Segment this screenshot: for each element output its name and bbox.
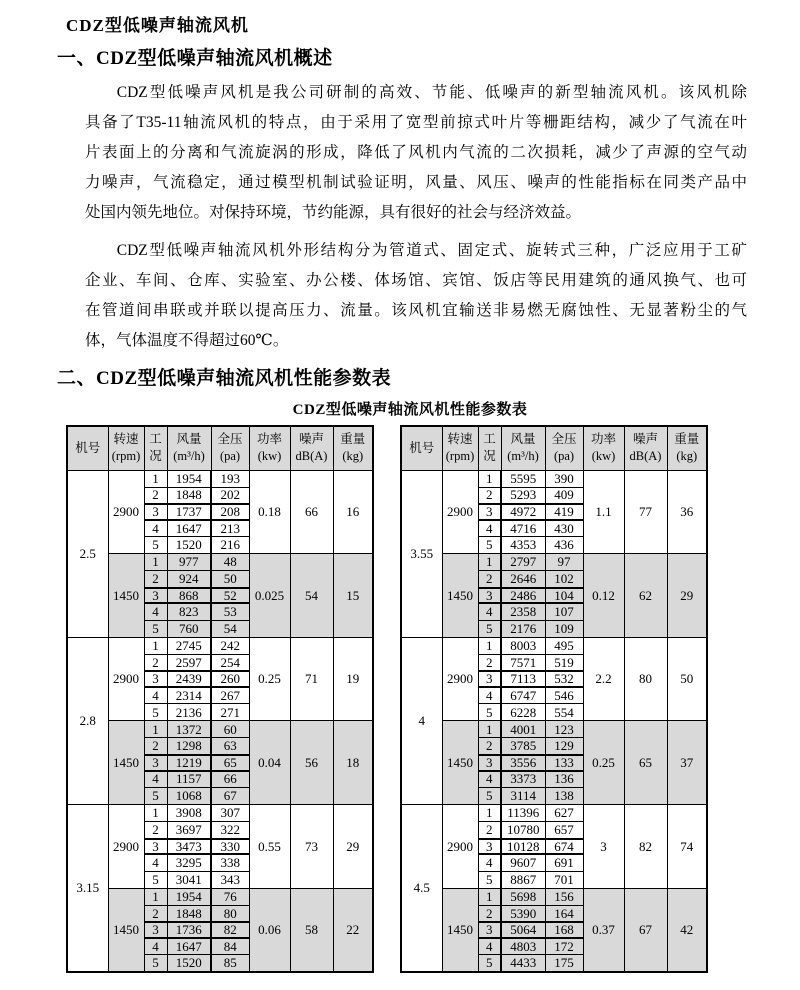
condition-cell: 5 (144, 788, 167, 805)
pressure-cell: 107 (545, 603, 583, 620)
pressure-cell: 138 (545, 788, 583, 805)
flow-cell: 4353 (501, 537, 545, 554)
condition-cell: 1 (478, 888, 501, 905)
rpm-cell: 1450 (442, 721, 478, 805)
condition-cell: 3 (478, 839, 501, 855)
flow-cell: 868 (167, 588, 211, 604)
flow-cell: 5293 (501, 487, 545, 504)
power-cell: 0.04 (249, 721, 290, 805)
condition-cell: 2 (478, 905, 501, 922)
pressure-cell: 627 (545, 805, 583, 822)
flow-cell: 2136 (167, 704, 211, 721)
flow-cell: 3908 (167, 805, 211, 822)
flow-cell: 2439 (167, 671, 211, 687)
flow-cell: 1647 (167, 520, 211, 537)
flow-cell: 1647 (167, 938, 211, 955)
condition-cell: 5 (478, 620, 501, 637)
noise-cell: 66 (290, 470, 333, 554)
pressure-cell: 390 (545, 470, 583, 487)
column-header-6: 噪声 dB(A) (624, 426, 667, 470)
condition-cell: 5 (478, 704, 501, 721)
condition-cell: 1 (478, 805, 501, 822)
pressure-cell: 109 (545, 620, 583, 637)
flow-cell: 924 (167, 571, 211, 588)
flow-cell: 6228 (501, 704, 545, 721)
column-header-1: 转速 (rpm) (442, 426, 478, 470)
column-header-5: 功率 (kw) (249, 426, 290, 470)
noise-cell: 82 (624, 805, 667, 889)
condition-cell: 4 (144, 687, 167, 704)
pressure-cell: 330 (211, 839, 249, 855)
column-header-0: 机号 (67, 426, 108, 470)
paragraph-1-line: 处国内领先地位。对保持环境，节约能源，具有很好的社会与经济效益。 (85, 204, 582, 221)
pressure-cell: 216 (211, 537, 249, 554)
flow-cell: 5064 (501, 922, 545, 938)
rpm-cell: 1450 (442, 554, 478, 638)
rpm-cell: 2900 (108, 470, 144, 554)
pressure-cell: 84 (211, 938, 249, 955)
rpm-cell: 2900 (442, 805, 478, 889)
pressure-cell: 129 (545, 738, 583, 755)
flow-cell: 4433 (501, 955, 545, 972)
power-cell: 0.25 (249, 637, 290, 721)
pressure-cell: 65 (211, 755, 249, 771)
pressure-cell: 66 (211, 771, 249, 788)
noise-cell: 67 (624, 888, 667, 972)
column-header-6: 噪声 dB(A) (290, 426, 333, 470)
flow-cell: 1372 (167, 721, 211, 738)
column-header-5: 功率 (kw) (583, 426, 624, 470)
condition-cell: 3 (144, 755, 167, 771)
flow-cell: 1157 (167, 771, 211, 788)
condition-cell: 1 (478, 470, 501, 487)
weight-cell: 15 (333, 554, 373, 638)
pressure-cell: 322 (211, 822, 249, 839)
pressure-cell: 52 (211, 588, 249, 604)
pressure-cell: 82 (211, 922, 249, 938)
pressure-cell: 97 (545, 554, 583, 571)
condition-cell: 2 (478, 822, 501, 839)
flow-cell: 5390 (501, 905, 545, 922)
flow-cell: 10128 (501, 839, 545, 855)
pressure-cell: 54 (211, 620, 249, 637)
pressure-cell: 172 (545, 938, 583, 955)
condition-cell: 4 (144, 938, 167, 955)
model-cell: 4 (401, 637, 442, 804)
performance-table-right (400, 425, 708, 973)
weight-cell: 29 (667, 554, 707, 638)
pressure-cell: 50 (211, 571, 249, 588)
condition-cell: 1 (144, 888, 167, 905)
flow-cell: 1736 (167, 922, 211, 938)
paragraph-1 (85, 78, 747, 228)
paragraph-1-line: 具备了T35-11轴流风机的特点，由于采用了宽型前掠式叶片等栅距结构，减少了气流在叶 (85, 114, 747, 131)
flow-cell: 10780 (501, 822, 545, 839)
condition-cell: 5 (478, 537, 501, 554)
flow-cell: 1954 (167, 470, 211, 487)
flow-cell: 2646 (501, 571, 545, 588)
condition-cell: 1 (144, 637, 167, 654)
condition-cell: 1 (144, 805, 167, 822)
condition-cell: 2 (144, 487, 167, 504)
model-cell: 2.8 (67, 637, 108, 804)
flow-cell: 1737 (167, 504, 211, 520)
flow-cell: 1298 (167, 738, 211, 755)
flow-cell: 760 (167, 620, 211, 637)
noise-cell: 71 (290, 637, 333, 721)
paragraph-2-line: 在管道间串联或并联以提高压力、流量。该风机宜输送非易燃无腐蚀性、无显著粉尘的气 (85, 302, 747, 319)
noise-cell: 56 (290, 721, 333, 805)
flow-cell: 2597 (167, 654, 211, 671)
pressure-cell: 156 (545, 888, 583, 905)
paragraph-2-line: 企业、车间、仓库、实验室、办公楼、体场馆、宾馆、饭店等民用建筑的通风换气、也可 (85, 272, 747, 289)
column-header-2: 工 况 (478, 426, 501, 470)
power-cell: 0.37 (583, 888, 624, 972)
flow-cell: 2176 (501, 620, 545, 637)
pressure-cell: 409 (545, 487, 583, 504)
column-header-4: 全压 (pa) (545, 426, 583, 470)
flow-cell: 977 (167, 554, 211, 571)
noise-cell: 77 (624, 470, 667, 554)
flow-cell: 4972 (501, 504, 545, 520)
condition-cell: 4 (478, 687, 501, 704)
flow-cell: 2314 (167, 687, 211, 704)
pressure-cell: 495 (545, 637, 583, 654)
model-cell: 2.5 (67, 470, 108, 637)
pressure-cell: 80 (211, 905, 249, 922)
flow-cell: 1954 (167, 888, 211, 905)
table-caption: CDZ型低噪声轴流风机性能参数表 (292, 402, 528, 418)
condition-cell: 2 (144, 738, 167, 755)
flow-cell: 1068 (167, 788, 211, 805)
pressure-cell: 133 (545, 755, 583, 771)
pressure-cell: 102 (545, 571, 583, 588)
column-header-0: 机号 (401, 426, 442, 470)
condition-cell: 5 (478, 955, 501, 972)
column-header-4: 全压 (pa) (211, 426, 249, 470)
performance-tables (66, 425, 800, 973)
flow-cell: 3785 (501, 738, 545, 755)
weight-cell: 37 (667, 721, 707, 805)
model-cell: 3.55 (401, 470, 442, 637)
condition-cell: 2 (478, 738, 501, 755)
noise-cell: 80 (624, 637, 667, 721)
pressure-cell: 657 (545, 822, 583, 839)
flow-cell: 3114 (501, 788, 545, 805)
weight-cell: 16 (333, 470, 373, 554)
condition-cell: 4 (478, 771, 501, 788)
pressure-cell: 701 (545, 871, 583, 888)
condition-cell: 3 (144, 504, 167, 520)
power-cell: 0.12 (583, 554, 624, 638)
column-header-3: 风量 (m³/h) (501, 426, 545, 470)
condition-cell: 5 (144, 871, 167, 888)
flow-cell: 7113 (501, 671, 545, 687)
pressure-cell: 519 (545, 654, 583, 671)
noise-cell: 54 (290, 554, 333, 638)
pressure-cell: 168 (545, 922, 583, 938)
condition-cell: 4 (144, 854, 167, 871)
pressure-cell: 202 (211, 487, 249, 504)
condition-cell: 4 (478, 603, 501, 620)
weight-cell: 18 (333, 721, 373, 805)
paragraph-2 (85, 236, 747, 356)
flow-cell: 5698 (501, 888, 545, 905)
condition-cell: 3 (478, 588, 501, 604)
condition-cell: 3 (478, 671, 501, 687)
condition-cell: 3 (478, 755, 501, 771)
flow-cell: 9607 (501, 854, 545, 871)
flow-cell: 3295 (167, 854, 211, 871)
condition-cell: 3 (478, 922, 501, 938)
power-cell: 0.25 (583, 721, 624, 805)
condition-cell: 5 (144, 704, 167, 721)
pressure-cell: 85 (211, 955, 249, 972)
condition-cell: 5 (478, 871, 501, 888)
flow-cell: 3473 (167, 839, 211, 855)
rpm-cell: 1450 (108, 721, 144, 805)
column-header-7: 重量 (kg) (333, 426, 373, 470)
flow-cell: 1848 (167, 487, 211, 504)
power-cell: 3 (583, 805, 624, 889)
condition-cell: 3 (144, 922, 167, 938)
flow-cell: 8867 (501, 871, 545, 888)
weight-cell: 36 (667, 470, 707, 554)
rpm-cell: 1450 (442, 888, 478, 972)
pressure-cell: 436 (545, 537, 583, 554)
weight-cell: 50 (667, 637, 707, 721)
pressure-cell: 136 (545, 771, 583, 788)
paragraph-1-line: 力噪声，气流稳定，通过模型机制试验证明，风量、风压、噪声的性能指标在同类产品中 (85, 174, 747, 191)
pressure-cell: 63 (211, 738, 249, 755)
flow-cell: 2797 (501, 554, 545, 571)
pressure-cell: 208 (211, 504, 249, 520)
flow-cell: 8003 (501, 637, 545, 654)
condition-cell: 5 (144, 620, 167, 637)
weight-cell: 74 (667, 805, 707, 889)
flow-cell: 4001 (501, 721, 545, 738)
pressure-cell: 343 (211, 871, 249, 888)
model-cell: 4.5 (401, 805, 442, 972)
power-cell: 2.2 (583, 637, 624, 721)
pressure-cell: 419 (545, 504, 583, 520)
condition-cell: 4 (478, 854, 501, 871)
noise-cell: 58 (290, 888, 333, 972)
flow-cell: 2358 (501, 603, 545, 620)
pressure-cell: 307 (211, 805, 249, 822)
condition-cell: 3 (144, 839, 167, 855)
column-header-3: 风量 (m³/h) (167, 426, 211, 470)
pressure-cell: 104 (545, 588, 583, 604)
condition-cell: 2 (144, 654, 167, 671)
weight-cell: 22 (333, 888, 373, 972)
noise-cell: 73 (290, 805, 333, 889)
flow-cell: 3041 (167, 871, 211, 888)
flow-cell: 4716 (501, 520, 545, 537)
condition-cell: 4 (144, 603, 167, 620)
pressure-cell: 271 (211, 704, 249, 721)
flow-cell: 4803 (501, 938, 545, 955)
condition-cell: 2 (144, 822, 167, 839)
pressure-cell: 691 (545, 854, 583, 871)
pressure-cell: 123 (545, 721, 583, 738)
condition-cell: 3 (144, 671, 167, 687)
condition-cell: 5 (144, 955, 167, 972)
pressure-cell: 76 (211, 888, 249, 905)
power-cell: 1.1 (583, 470, 624, 554)
power-cell: 0.025 (249, 554, 290, 638)
section2-heading: 二、CDZ型低噪声轴流风机性能参数表 (57, 368, 392, 389)
weight-cell: 42 (667, 888, 707, 972)
flow-cell: 3697 (167, 822, 211, 839)
pressure-cell: 67 (211, 788, 249, 805)
column-header-1: 转速 (rpm) (108, 426, 144, 470)
condition-cell: 2 (144, 905, 167, 922)
flow-cell: 3373 (501, 771, 545, 788)
weight-cell: 19 (333, 637, 373, 721)
flow-cell: 3556 (501, 755, 545, 771)
condition-cell: 1 (144, 470, 167, 487)
pressure-cell: 60 (211, 721, 249, 738)
pressure-cell: 338 (211, 854, 249, 871)
column-header-2: 工 况 (144, 426, 167, 470)
pressure-cell: 267 (211, 687, 249, 704)
condition-cell: 1 (478, 721, 501, 738)
paragraph-1-line: 片表面上的分离和气流旋涡的形成，降低了风机内气流的二次损耗，减少了声源的空气动 (85, 144, 747, 161)
pressure-cell: 53 (211, 603, 249, 620)
pressure-cell: 242 (211, 637, 249, 654)
paragraph-2-line: 体，气体温度不得超过60℃。 (85, 332, 289, 349)
condition-cell: 4 (144, 520, 167, 537)
condition-cell: 1 (144, 721, 167, 738)
rpm-cell: 2900 (442, 470, 478, 554)
pressure-cell: 546 (545, 687, 583, 704)
rpm-cell: 2900 (108, 805, 144, 889)
paragraph-1-line: CDZ型低噪声风机是我公司研制的高效、节能、低噪声的新型轴流风机。该风机除 (116, 84, 747, 101)
column-header-7: 重量 (kg) (667, 426, 707, 470)
flow-cell: 1219 (167, 755, 211, 771)
flow-cell: 5595 (501, 470, 545, 487)
flow-cell: 1520 (167, 955, 211, 972)
power-cell: 0.06 (249, 888, 290, 972)
performance-table-left (66, 425, 374, 973)
paragraph-2-line: CDZ型低噪声轴流风机外形结构分为管道式、固定式、旋转式三种，广泛应用于工矿 (116, 242, 747, 259)
model-cell: 3.15 (67, 805, 108, 972)
flow-cell: 11396 (501, 805, 545, 822)
pressure-cell: 554 (545, 704, 583, 721)
section1-heading: 一、CDZ型低噪声轴流风机概述 (57, 48, 333, 69)
condition-cell: 2 (478, 487, 501, 504)
rpm-cell: 1450 (108, 554, 144, 638)
noise-cell: 62 (624, 554, 667, 638)
pressure-cell: 532 (545, 671, 583, 687)
pressure-cell: 213 (211, 520, 249, 537)
rpm-cell: 1450 (108, 888, 144, 972)
flow-cell: 1848 (167, 905, 211, 922)
rpm-cell: 2900 (108, 637, 144, 721)
pressure-cell: 193 (211, 470, 249, 487)
flow-cell: 2486 (501, 588, 545, 604)
condition-cell: 2 (478, 571, 501, 588)
pressure-cell: 48 (211, 554, 249, 571)
condition-cell: 1 (478, 554, 501, 571)
pressure-cell: 674 (545, 839, 583, 855)
pressure-cell: 164 (545, 905, 583, 922)
flow-cell: 7571 (501, 654, 545, 671)
condition-cell: 3 (144, 588, 167, 604)
condition-cell: 5 (478, 788, 501, 805)
pressure-cell: 254 (211, 654, 249, 671)
pressure-cell: 260 (211, 671, 249, 687)
condition-cell: 2 (478, 654, 501, 671)
condition-cell: 4 (478, 938, 501, 955)
flow-cell: 2745 (167, 637, 211, 654)
noise-cell: 65 (624, 721, 667, 805)
flow-cell: 1520 (167, 537, 211, 554)
flow-cell: 823 (167, 603, 211, 620)
weight-cell: 29 (333, 805, 373, 889)
condition-cell: 1 (478, 637, 501, 654)
condition-cell: 2 (144, 571, 167, 588)
condition-cell: 3 (478, 504, 501, 520)
doc-title: CDZ型低噪声轴流风机 (66, 16, 249, 35)
condition-cell: 1 (144, 554, 167, 571)
rpm-cell: 2900 (442, 637, 478, 721)
condition-cell: 4 (478, 520, 501, 537)
power-cell: 0.18 (249, 470, 290, 554)
flow-cell: 6747 (501, 687, 545, 704)
pressure-cell: 175 (545, 955, 583, 972)
condition-cell: 5 (144, 537, 167, 554)
condition-cell: 4 (144, 771, 167, 788)
pressure-cell: 430 (545, 520, 583, 537)
power-cell: 0.55 (249, 805, 290, 889)
